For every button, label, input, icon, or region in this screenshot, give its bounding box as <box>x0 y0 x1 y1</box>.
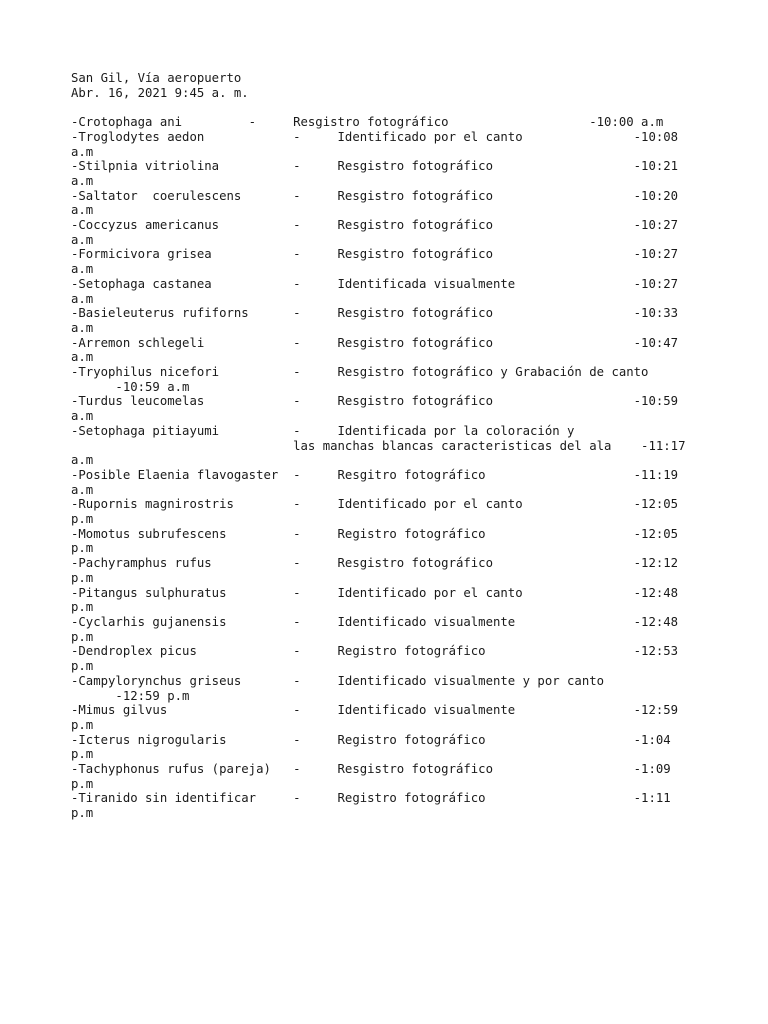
observation-entry: -Posible Elaenia flavogaster - Resgitro fotográfico -11:19 a.m <box>71 467 679 497</box>
observation-entry: -Tachyphonus rufus (pareja) - Resgistro fotográfico -1:09 p.m <box>71 762 671 791</box>
observation-entry: -Cyclarhis gujanensis - Identificado visualmente -12:48 p.m <box>71 615 679 644</box>
observation-entry: -Dendroplex picus - Registro fotográfico -12:53 p.m <box>71 644 679 674</box>
observation-entry: -Tryophilus nicefori - Resgistro fotográfico y Grabación de canto -10:59 a.m <box>71 365 649 394</box>
header-location: San Gil, Vía aeropuerto <box>71 71 242 85</box>
header-date: Abr. 16, 2021 9:45 a. m. <box>71 85 249 100</box>
observation-entry: -Setophaga pitiayumi - Identificada por la coloración y las manchas blancas caracteristicas del ala -11:17 a.m <box>71 423 686 468</box>
observation-entry: -Formicivora grisea - Resgistro fotográfico -10:27 a.m <box>71 247 679 277</box>
observation-entry: -Rupornis magnirostris - Identificado por el canto -12:05 p.m <box>71 497 679 527</box>
document-page <box>71 71 731 821</box>
observation-entry: -Basieleuterus rufiforns - Resgistro fotográfico -10:33 a.m <box>71 306 679 335</box>
observation-entry: -Turdus leucomelas - Resgistro fotográfico -10:59 a.m <box>71 394 679 424</box>
observation-entry: -Stilpnia vitriolina - Resgistro fotográfico -10:21 a.m <box>71 159 679 188</box>
blank-line <box>71 100 731 115</box>
observation-entry: -Crotophaga ani - Resgistro fotográfico -10:00 a.m <box>71 115 664 130</box>
observation-entry: -Pitangus sulphuratus - Identificado por el canto -12:48 p.m <box>71 585 679 615</box>
observation-entry: -Mimus gilvus - Identificado visualmente -12:59 p.m <box>71 703 679 732</box>
observation-list <box>71 115 731 821</box>
observation-entry: -Tiranido sin identificar - Registro fotográfico -1:11 p.m <box>71 791 671 821</box>
observation-entry: -Saltator coerulescens - Resgistro fotográfico -10:20 a.m <box>71 188 679 218</box>
observation-entry: -Icterus nigrogularis - Registro fotográfico -1:04 p.m <box>71 732 671 762</box>
observation-entry: -Momotus subrufescens - Registro fotográfico -12:05 p.m <box>71 526 679 556</box>
observation-entry: -Troglodytes aedon - Identificado por el canto -10:08 a.m <box>71 129 679 159</box>
observation-entry: -Arremon schlegeli - Resgistro fotográfico -10:47 a.m <box>71 335 679 365</box>
observation-entry: -Setophaga castanea - Identificada visualmente -10:27 a.m <box>71 276 679 306</box>
observation-entry: -Pachyramphus rufus - Resgistro fotográfico -12:12 p.m <box>71 556 679 585</box>
observation-entry: -Campylorynchus griseus - Identificado visualmente y por canto -12:59 p.m <box>71 673 605 703</box>
observation-entry: -Coccyzus americanus - Resgistro fotográfico -10:27 a.m <box>71 218 679 247</box>
